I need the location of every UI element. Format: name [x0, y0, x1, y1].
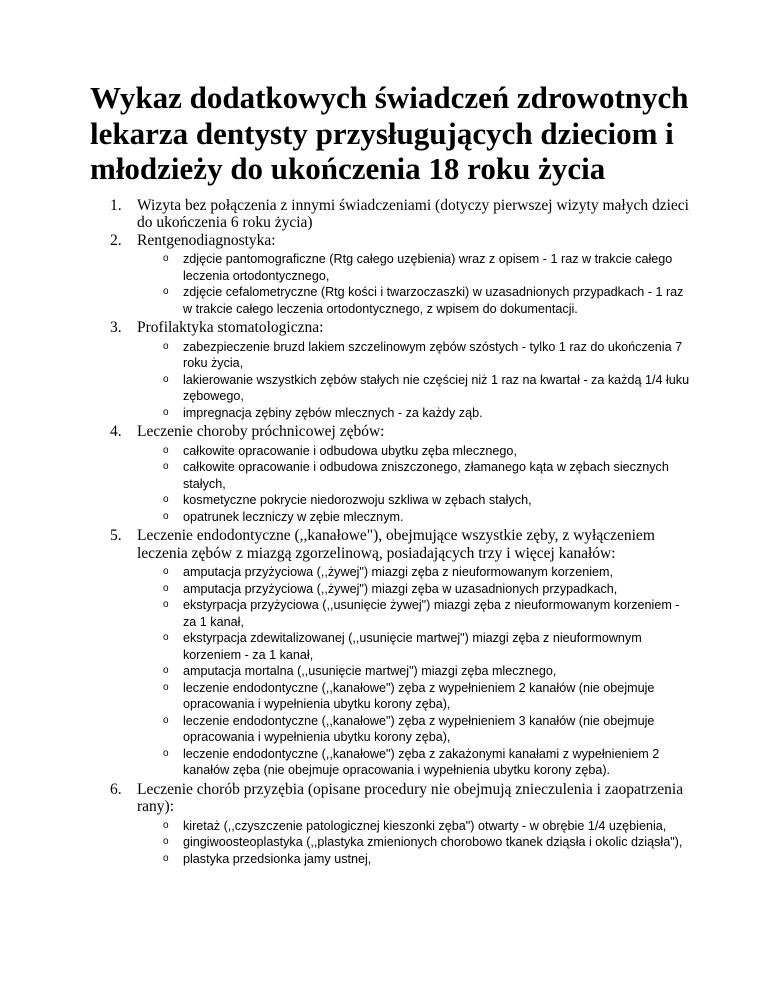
- bullet-icon: o: [163, 714, 169, 726]
- sub-list-item: [137, 509, 690, 526]
- sub-item-text: leczenie endodontyczne (,,kanałowe") zęba z wypełnieniem 3 kanałów (nie obejmuje opracowania i wypełnienia ubytku korony zęba),: [183, 713, 655, 744]
- bullet-icon: o: [163, 494, 169, 505]
- sub-item-text: ekstyrpacja zdewitalizowanej (,,usunięcie martwej") miazgi zęba z nieuformownym korzeniem - za 1 kanał,: [183, 631, 642, 662]
- sub-list-item: [137, 564, 690, 581]
- section-number: 1.: [110, 196, 122, 214]
- document-page: [90, 80, 690, 869]
- bullet-icon: o: [163, 632, 169, 643]
- section-number: 4.: [110, 423, 122, 440]
- sub-list-item: [137, 746, 690, 779]
- sub-list-item: [137, 339, 690, 372]
- section-text: Profilaktyka stomatologiczna:: [137, 319, 324, 336]
- section-number: 2.: [110, 231, 122, 249]
- section-item: [90, 197, 690, 232]
- bullet-icon: o: [163, 819, 169, 831]
- bullet-icon: o: [163, 340, 169, 352]
- sub-item-text: zdjęcie cefalometryczne (Rtg kości i twarzoczaszki) w uzasadnionych przypadkach - 1 raz w trakcie całego leczenia ortodontycznego, z wpisem do dokumentacji.: [183, 285, 684, 316]
- sub-list-item: [137, 443, 690, 460]
- sub-list-item: [137, 459, 690, 492]
- bullet-icon: o: [163, 836, 169, 847]
- sub-list: [137, 251, 690, 317]
- sub-item-text: zabezpieczenie bruzd lakiem szczelinowym zębów szóstych - tylko 1 raz do ukończenia 7 roku życia,: [183, 339, 683, 370]
- section-number: 5.: [110, 527, 122, 544]
- bullet-icon: o: [163, 665, 169, 676]
- bullet-icon: o: [163, 406, 169, 418]
- sub-list: [137, 339, 690, 422]
- sub-list-item: [137, 492, 690, 509]
- sub-list: [137, 564, 690, 779]
- bullet-icon: o: [163, 253, 169, 264]
- sub-item-text: plastyka przedsionka jamy ustnej,: [183, 851, 372, 866]
- sub-item-text: amputacja mortalna (,,usunięcie martwej") miazgi zęba mlecznego,: [183, 664, 557, 678]
- sub-list: [137, 818, 690, 868]
- sub-item-text: zdjęcie pantomograficzne (Rtg całego uzębienia) wraz z opisem - 1 raz w trakcie całego leczenia ortodontycznego,: [183, 252, 673, 283]
- benefits-list: [90, 197, 690, 868]
- bullet-icon: o: [163, 461, 169, 472]
- sub-list-item: [137, 834, 690, 851]
- section-item: [90, 527, 690, 779]
- section-text: Leczenie choroby próchnicowej zębów:: [137, 423, 385, 440]
- sub-item-text: ekstyrpacja przyżyciowa (,,usunięcie żywej") miazgi zęba z nieuformowanym korzeniem - za 1 kanał,: [183, 598, 680, 629]
- sub-item-text: lakierowanie wszystkich zębów stałych nie częściej niż 1 raz na kwartał - za każdą 1/4 łuku zębowego,: [183, 372, 690, 403]
- sub-item-text: leczenie endodontyczne (,,kanałowe") zęba z wypełnieniem 2 kanałów (nie obejmuje opracowania i wypełnienia ubytku korony zęba),: [183, 680, 655, 711]
- sub-list-item: [137, 818, 690, 835]
- bullet-icon: o: [163, 852, 169, 864]
- sub-item-text: amputacja przyżyciowa (,,żywej") miazgi zęba w uzasadnionych przypadkach,: [183, 581, 618, 596]
- sub-item-text: kiretaż (,,czyszczenie patologicznej kieszonki zęba") otwarty - w obrębie 1/4 uzębienia,: [183, 818, 667, 833]
- bullet-icon: o: [163, 510, 169, 522]
- section-item: [90, 781, 690, 868]
- bullet-icon: o: [163, 286, 169, 297]
- bullet-icon: o: [163, 373, 169, 385]
- sub-list-item: [137, 851, 690, 868]
- sub-item-text: całkowite opracowanie i odbudowa zniszczonego, złamanego kąta w zębach siecznych stałych,: [183, 460, 669, 491]
- sub-list-item: [137, 251, 690, 284]
- sub-list: [137, 443, 690, 526]
- bullet-icon: o: [163, 599, 169, 610]
- sub-list-item: [137, 680, 690, 713]
- sub-item-text: całkowite opracowanie i odbudowa ubytku zęba mlecznego,: [183, 443, 517, 458]
- bullet-icon: o: [163, 566, 169, 577]
- section-item: [90, 232, 690, 318]
- bullet-icon: o: [163, 582, 169, 594]
- section-text: Rentgenodiagnostyka:: [137, 231, 276, 249]
- sub-list-item: [137, 284, 690, 317]
- sub-item-text: amputacja przyżyciowa (,,żywej") miazgi zęba z nieuformowanym korzeniem,: [183, 565, 614, 579]
- section-text: Leczenie endodontyczne (,,kanałowe"), obejmujące wszystkie zęby, z wyłączeniem leczenia zębów z miazgą zgorzelinową, posiadających trzy i więcej kanałów:: [137, 527, 655, 562]
- sub-list-item: [137, 713, 690, 746]
- section-text: Wizyta bez połączenia z innymi świadczeniami (dotyczy pierwszej wizyty małych dzieci do ukończenia 6 roku życia): [137, 196, 689, 231]
- sub-item-text: opatrunek leczniczy w zębie mlecznym.: [183, 509, 404, 524]
- sub-item-text: impregnacja zębiny zębów mlecznych - za każdy ząb.: [183, 405, 483, 420]
- bullet-icon: o: [163, 681, 169, 693]
- sub-item-text: leczenie endodontyczne (,,kanałowe") zęba z zakażonymi kanałami z wypełnieniem 2 kanałów zęba (nie obejmuje opracowania i wypełnienia ubytku korony zęba).: [183, 746, 660, 777]
- bullet-icon: o: [163, 444, 169, 456]
- section-item: [90, 319, 690, 421]
- section-text: Leczenie chorób przyzębia (opisane procedury nie obejmują znieczulenia i zaopatrzenia rany):: [137, 780, 684, 815]
- sub-list-item: [137, 405, 690, 422]
- sub-list-item: [137, 581, 690, 598]
- document-title: Wykaz dodatkowych świadczeń zdrowotnych lekarza dentysty przysługujących dzieciom i młodzieży do ukończenia 18 roku życia: [90, 80, 689, 186]
- sub-item-text: gingiwoosteoplastyka (,,plastyka zmienionych chorobowo tkanek dziąsła i okolic dziąsła"),: [183, 835, 683, 849]
- sub-list-item: [137, 372, 690, 405]
- bullet-icon: o: [163, 747, 169, 759]
- section-number: 3.: [110, 319, 122, 336]
- section-number: 6.: [110, 780, 122, 798]
- section-item: [90, 423, 690, 525]
- sub-list-item: [137, 597, 690, 630]
- sub-list-item: [137, 663, 690, 680]
- sub-item-text: kosmetyczne pokrycie niedorozwoju szkliwa w zębach stałych,: [183, 493, 532, 507]
- sub-list-item: [137, 630, 690, 663]
